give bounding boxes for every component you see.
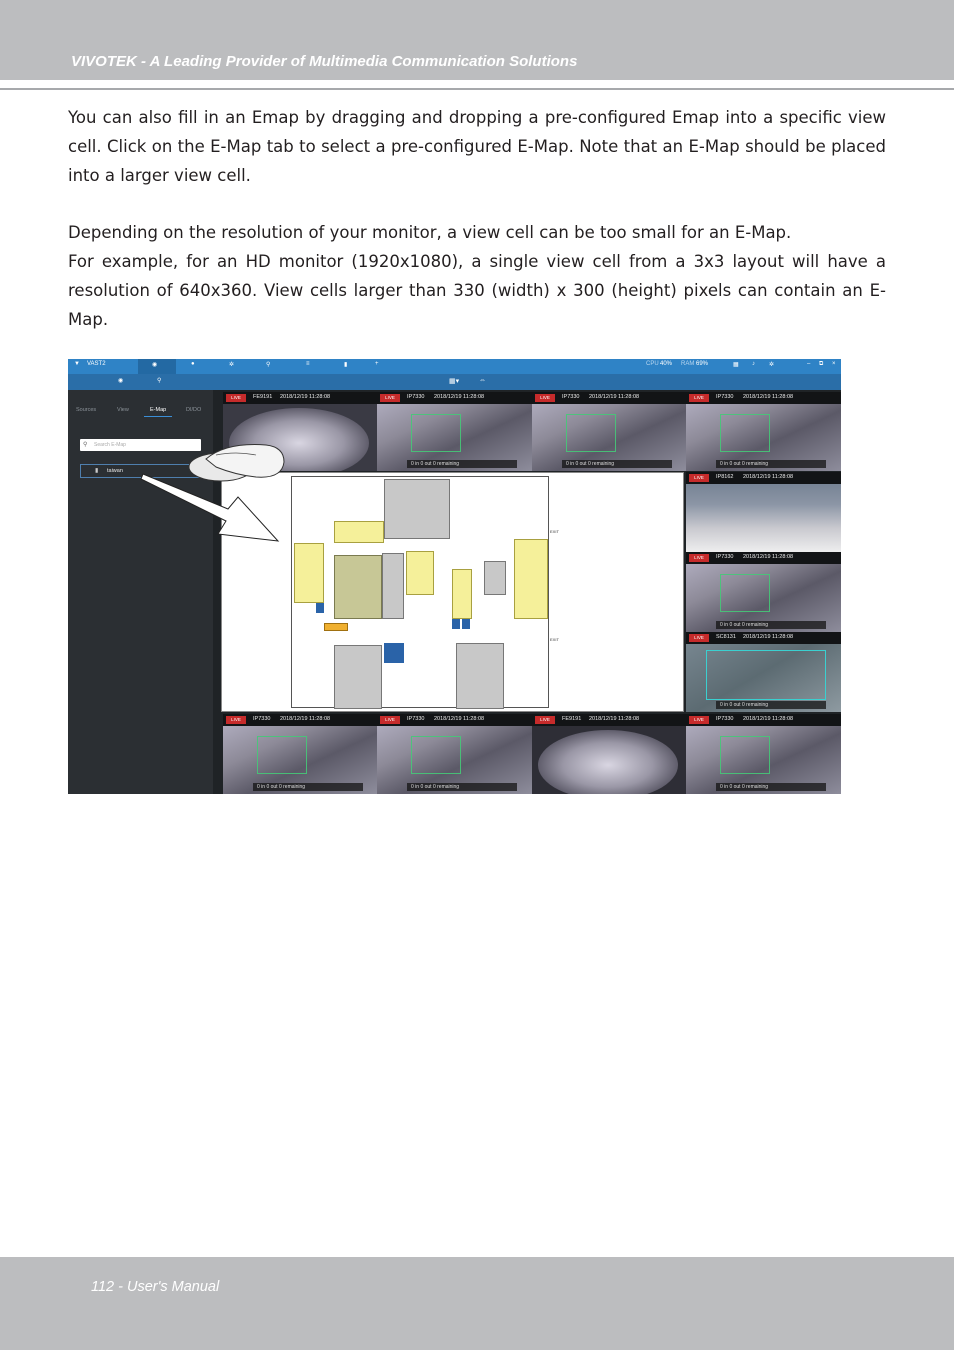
fullscreen-icon[interactable]: ⇔ (479, 377, 486, 384)
view-cell[interactable] (223, 714, 377, 794)
view-cell[interactable] (686, 552, 841, 632)
body-paragraph-emap-drag: You can also fill in an Emap by dragging and dropping a pre-configured Emap into a specific view cell. Click on the E-Map tab to select a pre-configured E-Map. Note that an E-Map should be placed into a larger view cell. (68, 108, 886, 185)
people-counter: 0 in 0 out 0 remaining (253, 783, 363, 791)
exit-label: EXIT (550, 637, 559, 642)
camera-marker-icon[interactable] (316, 603, 324, 613)
camera-timestamp: 2018/12/19 11:28:08 (280, 394, 331, 400)
live-badge: LIVE (380, 716, 400, 724)
live-badge: LIVE (535, 716, 555, 724)
view-cell[interactable] (532, 392, 686, 471)
camera-timestamp: 2018/12/19 11:28:08 (743, 716, 794, 722)
camera-model: FE9191 (253, 394, 273, 400)
camera-model: IP7330 (407, 394, 425, 400)
room (384, 479, 450, 539)
body-paragraph-example: For example, for an HD monitor (1920x1080), a single view cell from a 3x3 layout will have a resolution of 640x360. View cells larger than 330 (width) x 300 (height) pixels can contain an E-Map. (68, 252, 886, 329)
view-cell[interactable] (686, 714, 841, 794)
room (484, 561, 506, 595)
view-cell[interactable] (686, 392, 841, 471)
room (514, 539, 548, 619)
grid-icon[interactable]: ▦ (733, 362, 739, 368)
search-icon: ⚲ (83, 442, 88, 448)
camera-marker-icon[interactable] (452, 619, 460, 629)
pin-icon[interactable]: ● (191, 361, 195, 367)
search-icon[interactable]: ⚲ (266, 362, 271, 368)
camera-model: IP7330 (716, 554, 734, 560)
layout-icon[interactable]: ▦▾ (449, 378, 460, 385)
cpu-label: CPU (646, 361, 659, 367)
camera-timestamp: 2018/12/19 11:28:08 (743, 394, 794, 400)
view-cell[interactable] (377, 714, 532, 794)
counting-zone (720, 574, 770, 612)
live-badge: LIVE (689, 554, 709, 562)
people-counter: 0 in 0 out 0 remaining (716, 621, 826, 629)
room (324, 623, 348, 631)
fisheye-feed (538, 730, 678, 794)
app-subbar (68, 374, 841, 390)
camera-timestamp: 2018/12/19 11:28:08 (280, 716, 331, 722)
vivotek-logo-icon: ▼ (74, 361, 80, 367)
cpu-value: 40% (660, 361, 673, 367)
camera-timestamp: 2018/12/19 11:28:08 (743, 634, 794, 640)
app-title: VAST2 (87, 361, 106, 367)
live-badge: LIVE (380, 394, 400, 402)
body-paragraph-resolution: Depending on the resolution of your monitor, a view cell can be too small for an E-Map. (68, 223, 792, 242)
active-tab-indicator (144, 416, 172, 417)
search-placeholder: Search E-Map (94, 442, 126, 448)
view-cell[interactable] (686, 632, 841, 712)
exit-label: EXIT (550, 529, 559, 534)
eye-icon[interactable]: ◉ (152, 362, 158, 368)
vast2-screenshot (68, 359, 841, 794)
live-badge: LIVE (226, 716, 246, 724)
room (334, 555, 382, 619)
bell-icon[interactable]: ♪ (752, 361, 755, 367)
tab-sources[interactable]: Sources (76, 407, 97, 413)
counting-zone (706, 650, 826, 700)
restore-icon[interactable]: ⧉ (819, 361, 824, 367)
live-badge: LIVE (689, 474, 709, 482)
counting-zone (720, 414, 770, 452)
camera-model: FE9191 (562, 716, 582, 722)
app-titlebar (68, 359, 841, 374)
room (406, 551, 434, 595)
settings-icon[interactable]: ✲ (769, 362, 775, 368)
live-badge: LIVE (535, 394, 555, 402)
map-icon: ▮ (95, 468, 99, 474)
floor-plan (291, 476, 559, 708)
camera-timestamp: 2018/12/19 11:28:08 (589, 716, 640, 722)
header-title: VIVOTEK - A Leading Provider of Multimedia Communication Solutions (71, 53, 578, 70)
live-badge: LIVE (226, 394, 246, 402)
camera-timestamp: 2018/12/19 11:28:08 (589, 394, 640, 400)
ram-label: RAM (681, 361, 695, 367)
view-cell[interactable] (377, 392, 532, 471)
view-eye-icon[interactable]: ◉ (118, 378, 124, 384)
camera-model: IP7330 (562, 394, 580, 400)
camera-model: IP8162 (716, 474, 734, 480)
camera-model: IP7330 (716, 716, 734, 722)
gear-icon[interactable]: ✲ (229, 362, 235, 368)
footer-page-label: 112 - User's Manual (91, 1279, 220, 1295)
close-icon[interactable]: × (832, 361, 836, 367)
people-counter: 0 in 0 out 0 remaining (716, 701, 826, 709)
view-cell[interactable] (532, 714, 686, 794)
room (452, 569, 472, 619)
camera-model: IP7330 (253, 716, 271, 722)
camera-marker-icon[interactable] (462, 619, 470, 629)
counting-zone (720, 736, 770, 774)
live-badge: LIVE (689, 394, 709, 402)
footer-band (0, 1257, 954, 1350)
counting-zone (411, 414, 461, 452)
mouse-hand-icon (186, 437, 286, 487)
list-icon[interactable]: ≡ (306, 361, 310, 367)
camera-timestamp: 2018/12/19 11:28:08 (743, 474, 794, 480)
people-counter: 0 in 0 out 0 remaining (407, 783, 517, 791)
camera-timestamp: 2018/12/19 11:28:08 (434, 716, 485, 722)
ram-value: 69% (696, 361, 709, 367)
room (382, 553, 404, 619)
emap-tree-label: taiwan (107, 468, 123, 474)
header-rule (0, 88, 954, 90)
view-cell[interactable] (686, 472, 841, 552)
plus-icon[interactable]: + (375, 361, 379, 367)
camera-model: IP7330 (407, 716, 425, 722)
tab-emap[interactable]: E-Map (150, 407, 167, 413)
live-badge: LIVE (689, 716, 709, 724)
camera-timestamp: 2018/12/19 11:28:08 (434, 394, 485, 400)
tab-dido[interactable]: DI/DO (186, 407, 202, 413)
people-counter: 0 in 0 out 0 remaining (562, 460, 672, 468)
tab-view[interactable]: View (117, 407, 129, 413)
room (294, 543, 324, 603)
info-marker-icon[interactable] (384, 643, 404, 663)
counting-zone (566, 414, 616, 452)
live-badge: LIVE (689, 634, 709, 642)
room (456, 643, 504, 709)
people-counter: 0 in 0 out 0 remaining (716, 783, 826, 791)
people-counter: 0 in 0 out 0 remaining (716, 460, 826, 468)
camera-timestamp: 2018/12/19 11:28:08 (743, 554, 794, 560)
camera-feed (686, 472, 841, 552)
counting-zone (257, 736, 307, 774)
room (334, 521, 384, 543)
camera-model: IP7330 (716, 394, 734, 400)
minimize-icon[interactable]: – (807, 361, 811, 367)
emap-search-input[interactable] (80, 439, 201, 451)
bars-icon[interactable]: ▮ (344, 362, 348, 368)
sub-search-icon[interactable]: ⚲ (157, 378, 162, 384)
people-counter: 0 in 0 out 0 remaining (407, 460, 517, 468)
room (334, 645, 382, 709)
counting-zone (411, 736, 461, 774)
camera-model: SC8131 (716, 634, 736, 640)
